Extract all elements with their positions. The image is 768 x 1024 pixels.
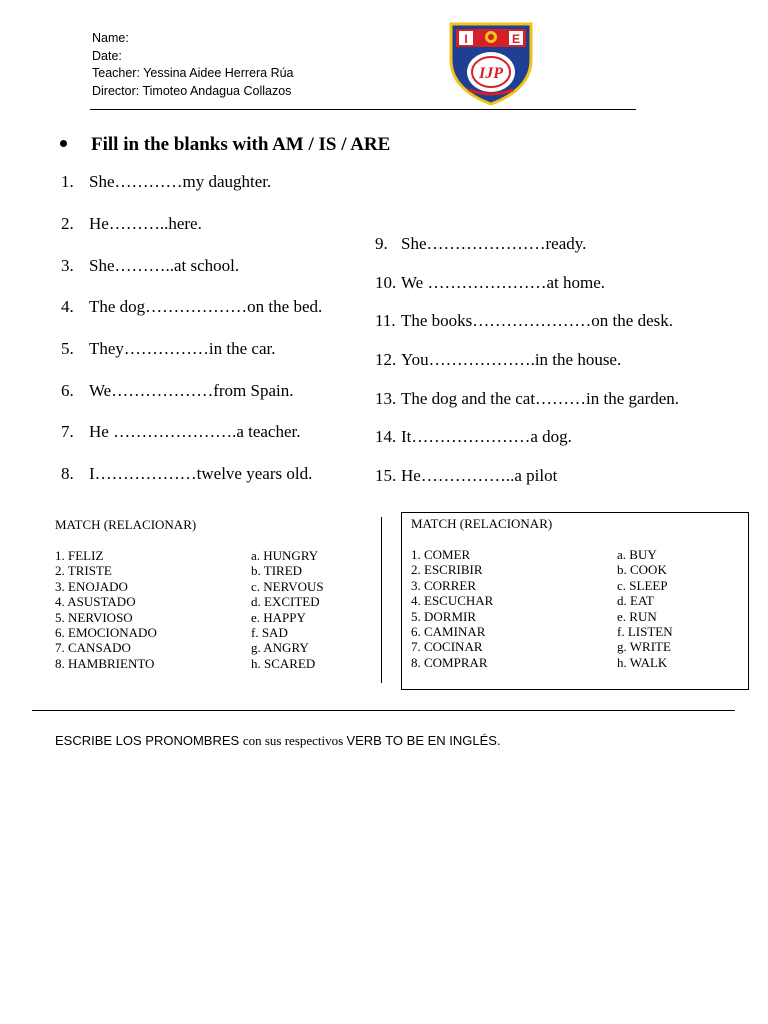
match-left-english-list bbox=[251, 548, 324, 671]
exercise-item-text: The dog and the cat………in the garden. bbox=[401, 389, 680, 408]
exercise-item-number: 13. bbox=[375, 389, 397, 408]
match-item-spanish: 1. FELIZ bbox=[55, 548, 104, 563]
exercise-item-number: 4. bbox=[61, 297, 74, 316]
teacher-line: Teacher: Yessina Aidee Herrera Rúa bbox=[92, 66, 294, 80]
section-divider bbox=[32, 710, 735, 711]
match-item-english: e. RUN bbox=[617, 608, 657, 624]
exercise-item-text: The books…………………on the desk. bbox=[401, 311, 673, 330]
exercise-item bbox=[375, 466, 557, 486]
match-item-english: d. EXCITED bbox=[251, 594, 320, 610]
match-item-english: b. TIRED bbox=[251, 563, 303, 579]
match-item-spanish: 7. COCINAR bbox=[411, 639, 483, 655]
crest-letter-left: I bbox=[464, 32, 468, 46]
exercise-item-text: I………………twelve years old. bbox=[89, 464, 313, 483]
director-line: Director: Timoteo Andagua Collazos bbox=[92, 83, 292, 98]
exercise-item-number: 14. bbox=[375, 427, 397, 446]
match-right-title: MATCH (RELACIONAR) bbox=[411, 516, 553, 531]
match-item-spanish: 7. CANSADO bbox=[55, 640, 131, 656]
match-item-english: g. ANGRY bbox=[251, 640, 309, 656]
exercise-item-text: She………..at school. bbox=[89, 256, 240, 275]
exercise-item-number: 5. bbox=[61, 339, 74, 358]
name-label: Name: bbox=[92, 31, 129, 45]
exercise-item-text: She…………………ready. bbox=[401, 234, 587, 253]
exercise-title: Fill in the blanks with AM / IS / ARE bbox=[91, 134, 391, 155]
exercise-item bbox=[61, 214, 202, 234]
exercise-item bbox=[375, 311, 673, 331]
match-item-english: f. SAD bbox=[251, 625, 288, 641]
exercise-item bbox=[61, 464, 312, 484]
match-item-spanish: 6. CAMINAR bbox=[411, 624, 486, 640]
match-left-spanish-list bbox=[55, 548, 157, 671]
exercise-item-number: 12. bbox=[375, 350, 397, 369]
exercise-item-number: 9. bbox=[375, 234, 388, 253]
match-item-spanish: 1. COMER bbox=[411, 547, 471, 562]
match-item-spanish: 2. TRISTE bbox=[55, 563, 112, 579]
exercise-item-text: He ………………….a teacher. bbox=[89, 422, 301, 441]
exercise-item-text: We …………………at home. bbox=[401, 273, 606, 292]
crest-letter-right: E bbox=[511, 32, 521, 46]
exercise-item-text: He……………..a pilot bbox=[401, 466, 558, 485]
exercise-item-number: 7. bbox=[61, 422, 74, 441]
match-item-spanish: 3. CORRER bbox=[411, 577, 477, 593]
exercise-item-number: 11. bbox=[375, 311, 396, 330]
match-item-spanish: 4. ESCUCHAR bbox=[411, 593, 494, 609]
crest-monogram: IJP bbox=[479, 65, 503, 82]
exercise-item-number: 2. bbox=[61, 214, 74, 233]
match-item-english: c. SLEEP bbox=[617, 577, 668, 593]
match-item-spanish: 5. NERVIOSO bbox=[55, 609, 133, 625]
match-right-english-list bbox=[617, 547, 673, 670]
exercise-item bbox=[61, 381, 294, 401]
exercise-item-text: We………………from Spain. bbox=[89, 381, 294, 400]
match-left-title: MATCH (RELACIONAR) bbox=[55, 517, 197, 532]
match-item-english: e. HAPPY bbox=[251, 609, 306, 625]
match-item-english: a. HUNGRY bbox=[251, 548, 319, 563]
match-item-spanish: 8. HAMBRIENTO bbox=[55, 655, 155, 671]
exercise-item bbox=[375, 427, 572, 447]
match-item-english: g. WRITE bbox=[617, 639, 671, 655]
match-item-spanish: 6. EMOCIONADO bbox=[55, 625, 157, 641]
pronoun-instruction bbox=[55, 733, 501, 749]
match-right-spanish-list bbox=[411, 547, 493, 670]
exercise-item-number: 1. bbox=[61, 172, 74, 191]
exercise-item-number: 15. bbox=[375, 466, 397, 485]
exercise-item bbox=[375, 273, 605, 293]
exercise-item-number: 10. bbox=[375, 273, 397, 292]
exercise-item-text: He………..here. bbox=[89, 214, 202, 233]
match-divider bbox=[381, 517, 382, 683]
exercise-item bbox=[61, 339, 276, 359]
exercise-item-number: 6. bbox=[61, 381, 74, 400]
exercise-item-number: 8. bbox=[61, 464, 74, 483]
match-item-english: d. EAT bbox=[617, 593, 654, 609]
exercise-item bbox=[61, 422, 301, 442]
match-item-spanish: 2. ESCRIBIR bbox=[411, 562, 483, 578]
pronoun-instruction-part3: VERB TO BE EN INGLÉS. bbox=[346, 733, 501, 748]
exercise-item-number: 3. bbox=[61, 256, 74, 275]
exercise-item bbox=[375, 389, 679, 409]
match-item-english: f. LISTEN bbox=[617, 624, 673, 640]
exercise-item-text: It…………………a dog. bbox=[401, 427, 572, 446]
exercise-item bbox=[375, 350, 621, 370]
match-item-english: h. WALK bbox=[617, 654, 668, 670]
exercise-item-text: They……………in the car. bbox=[89, 339, 276, 358]
exercise-item bbox=[375, 234, 586, 254]
pronoun-instruction-part2: con sus respectivos bbox=[242, 733, 347, 748]
exercise-item bbox=[61, 297, 322, 317]
exercise-item-text: The dog………………on the bed. bbox=[89, 297, 323, 316]
match-item-english: c. NERVOUS bbox=[251, 578, 324, 594]
match-item-spanish: 5. DORMIR bbox=[411, 608, 477, 624]
date-label: Date: bbox=[92, 48, 122, 63]
exercise-item bbox=[61, 172, 271, 192]
header-divider bbox=[90, 109, 636, 110]
match-item-spanish: 4. ASUSTADO bbox=[55, 594, 136, 610]
bullet-icon bbox=[60, 140, 67, 147]
exercise-item-text: She…………my daughter. bbox=[89, 172, 272, 191]
exercise-item bbox=[61, 256, 239, 276]
header-info bbox=[92, 30, 294, 100]
match-item-spanish: 3. ENOJADO bbox=[55, 578, 128, 594]
exercise-item-text: You……………….in the house. bbox=[401, 350, 622, 369]
match-item-english: h. SCARED bbox=[251, 655, 316, 671]
pronoun-instruction-part1: ESCRIBE LOS PRONOMBRES bbox=[55, 733, 243, 748]
match-item-english: a. BUY bbox=[617, 547, 657, 562]
school-crest-logo bbox=[447, 20, 535, 106]
match-item-english: b. COOK bbox=[617, 562, 667, 578]
match-item-spanish: 8. COMPRAR bbox=[411, 654, 488, 670]
